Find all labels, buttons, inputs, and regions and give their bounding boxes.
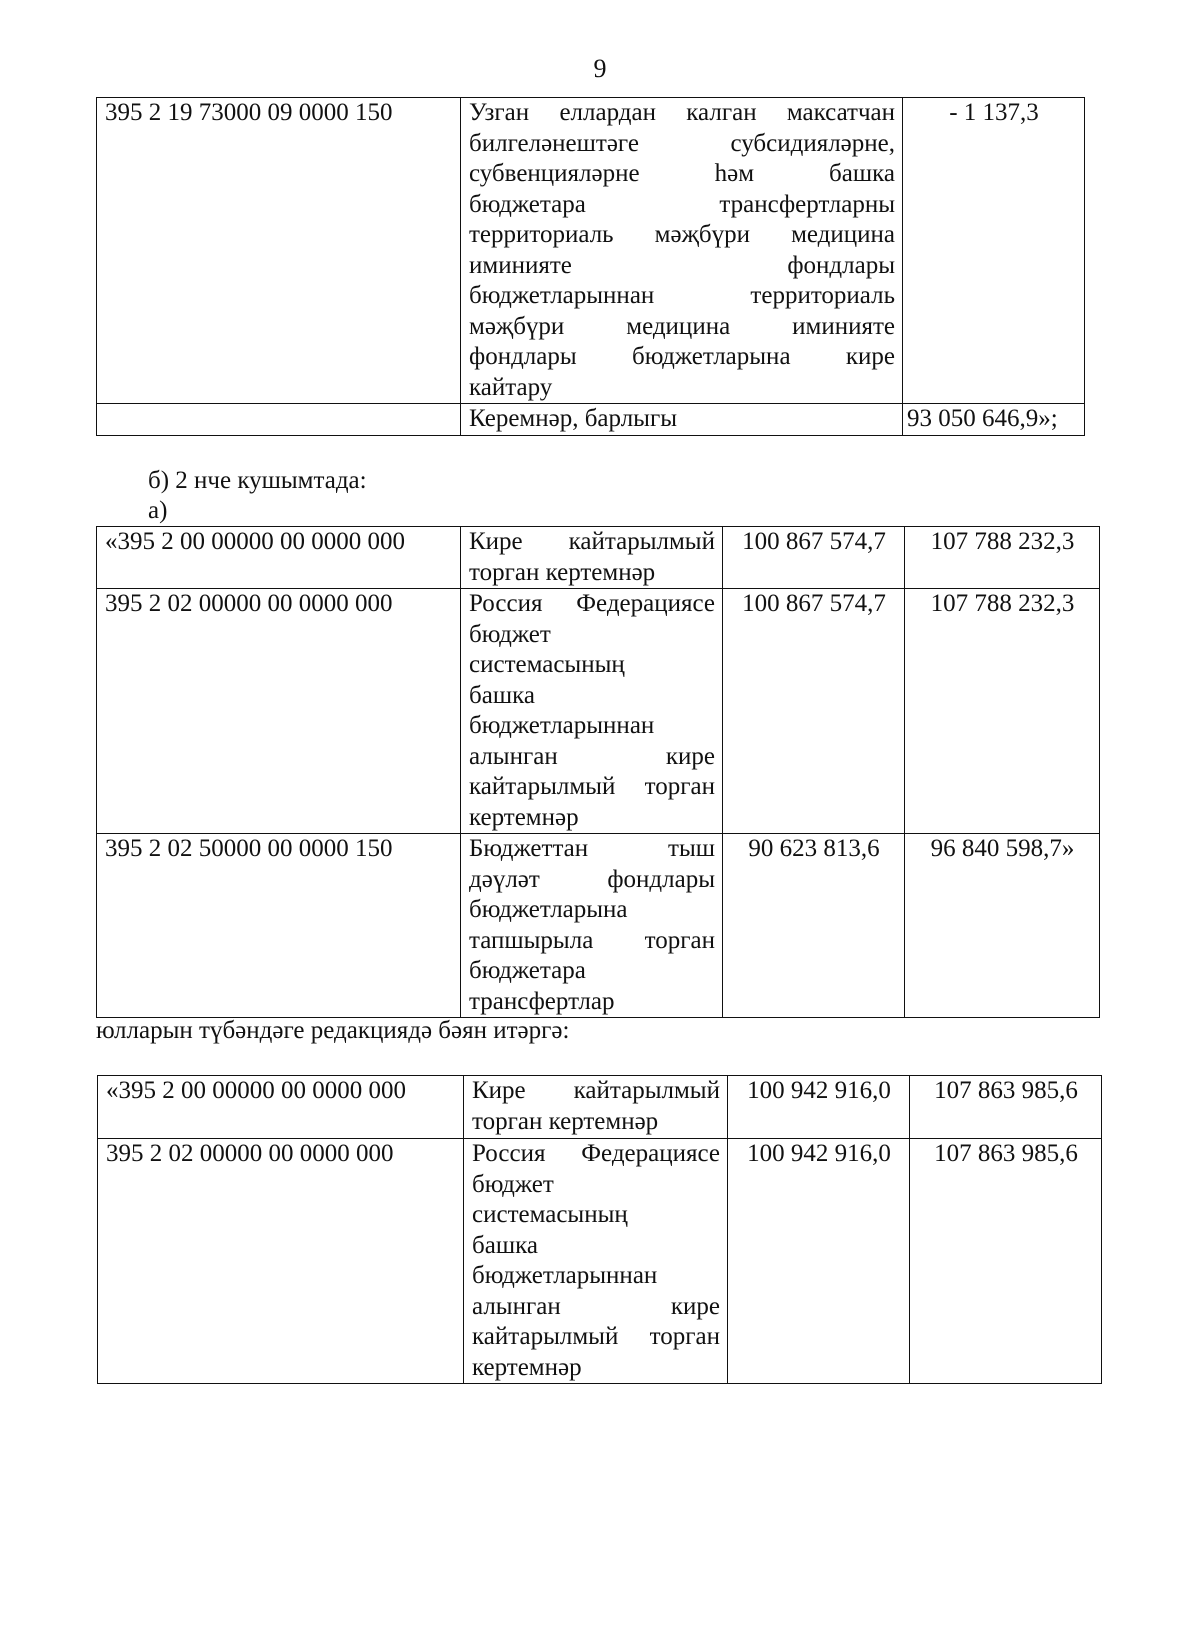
description-line: бюджетларыннан [469,712,655,739]
description-line: Россия Федерациясе [472,1140,720,1167]
description-cell: Керемнәр, барлыгы [461,404,903,436]
value-cell: 100 867 574,7 [723,589,905,834]
code-cell: «395 2 00 00000 00 0000 000 [98,1076,464,1139]
description-cell [461,98,903,404]
table-row [97,527,1100,589]
table-row [97,589,1100,834]
description-line: Россия Федерациясе [469,590,715,617]
description-line: бюджет [472,1170,554,1198]
description-line: иминияте фондлары [469,251,895,279]
table-row [97,834,1100,1018]
code-cell: 395 2 02 00000 00 0000 000 [97,589,461,834]
description-line: кайтарылмый торган [469,773,715,800]
description-line: мәҗбүри медицина иминияте [469,312,895,340]
description-cell [461,589,723,834]
value-cell: 100 942 916,0 [728,1139,910,1384]
paragraph-a: а) [148,497,168,524]
code-cell [97,404,461,436]
description-line: территориаль мәҗбүри медицина [469,221,895,248]
description-line: алынган кире [469,742,715,770]
description-line: кертемнәр [469,803,579,831]
description-line: Кире кайтарылмый [469,528,715,555]
description-line: бюджетара [469,957,586,984]
description-cell [464,1076,728,1139]
description-line: бюджетларыннан территориаль [469,282,895,309]
value-cell: 107 863 985,6 [910,1076,1102,1139]
table-row-total [97,404,1085,436]
description-line: фондлары бюджетларына кире [469,343,895,370]
value-cell: 100 942 916,0 [728,1076,910,1139]
description-line: кайтарылмый торган [472,1323,720,1350]
table-revenue-end [96,97,1085,436]
table-appendix-2-new [97,1075,1102,1384]
description-line: билгеләнештәге субсидияләрне, [469,129,895,157]
value-cell: 107 863 985,6 [910,1139,1102,1384]
description-line: бюджет [469,620,551,648]
description-line: трансфертлар [469,987,615,1015]
value-cell: 96 840 598,7» [905,834,1100,1018]
description-line: кертемнәр [472,1353,582,1381]
description-line: Бюджеттан тыш [469,835,715,862]
page-number: 9 [593,54,607,83]
description-line: торган кертемнәр [469,558,656,586]
description-line: Узган еллардан калган максатчан [469,99,895,126]
description-line: Кире кайтарылмый [472,1077,720,1104]
code-cell: 395 2 02 00000 00 0000 000 [98,1139,464,1384]
description-line: кайтару [469,373,553,401]
description-line: дәүләт фондлары [469,865,715,893]
description-line: бюджетларыннан [472,1262,658,1289]
description-line: алынган кире [472,1292,720,1320]
description-line: башка [472,1231,538,1259]
code-cell: 395 2 02 50000 00 0000 150 [97,834,461,1018]
total-amount-cell: 93 050 646,9»; [903,404,1085,436]
description-line: башка [469,681,535,709]
table-appendix-2-old [96,526,1100,1018]
description-line: бюджетара трансфертларны [469,190,895,218]
description-line: бюджетларына [469,896,628,923]
table-row [97,98,1085,404]
value-cell: 107 788 232,3 [905,589,1100,834]
amount-cell: - 1 137,3 [903,98,1085,404]
paragraph-b: б) 2 нче кушымтада: [148,467,367,494]
description-line: торган кертемнәр [472,1107,659,1135]
value-cell: 90 623 813,6 [723,834,905,1018]
description-cell [461,527,723,589]
description-line: системасының [469,651,625,678]
table-row [98,1076,1102,1139]
value-cell: 107 788 232,3 [905,527,1100,589]
description-line: тапшырыла торган [469,926,715,954]
description-line: системасының [472,1201,628,1228]
description-line: субвенцияләрне һәм башка [469,160,895,187]
code-cell: «395 2 00 00000 00 0000 000 [97,527,461,589]
description-cell [464,1139,728,1384]
paragraph-replace: юлларын түбәндәге редакциядә бәян итәргә: [96,1017,570,1044]
table-row [98,1139,1102,1384]
description-cell [461,834,723,1018]
value-cell: 100 867 574,7 [723,527,905,589]
code-cell: 395 2 19 73000 09 0000 150 [97,98,461,404]
